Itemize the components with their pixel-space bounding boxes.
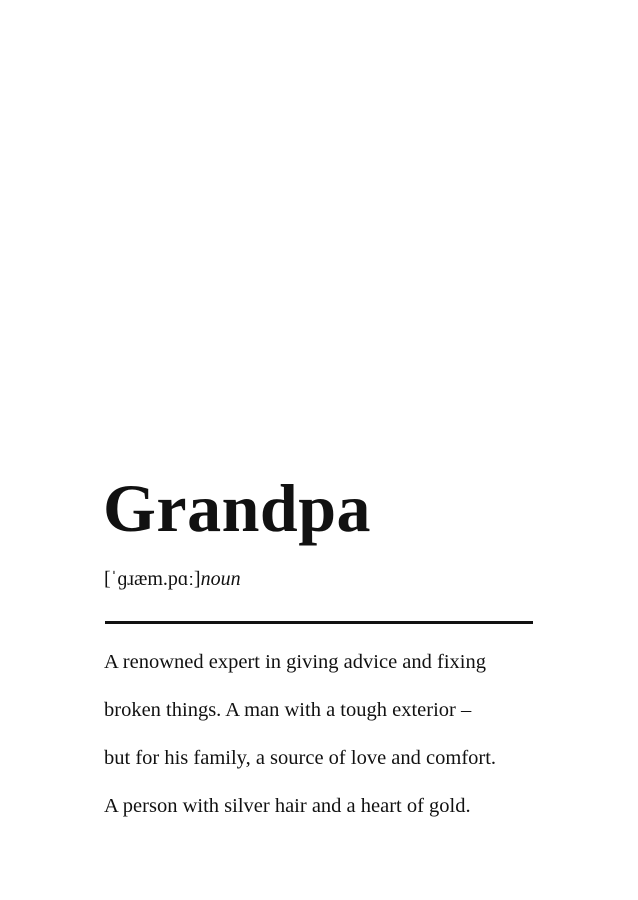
- divider: [105, 621, 533, 624]
- definition-line: broken things. A man with a tough exterior –: [104, 699, 472, 721]
- definition: [104, 650, 496, 842]
- pronunciation-line: [104, 569, 241, 589]
- definition-line: A renowned expert in giving advice and fixing: [104, 651, 486, 673]
- pronunciation: [ˈɡɹæm.pɑː]: [104, 568, 201, 590]
- part-of-speech: noun: [200, 568, 241, 590]
- entry-word: Grandpa: [103, 470, 372, 546]
- definition-line: A person with silver hair and a heart of gold.: [104, 795, 471, 817]
- definition-line: but for his family, a source of love and comfort.: [104, 747, 497, 769]
